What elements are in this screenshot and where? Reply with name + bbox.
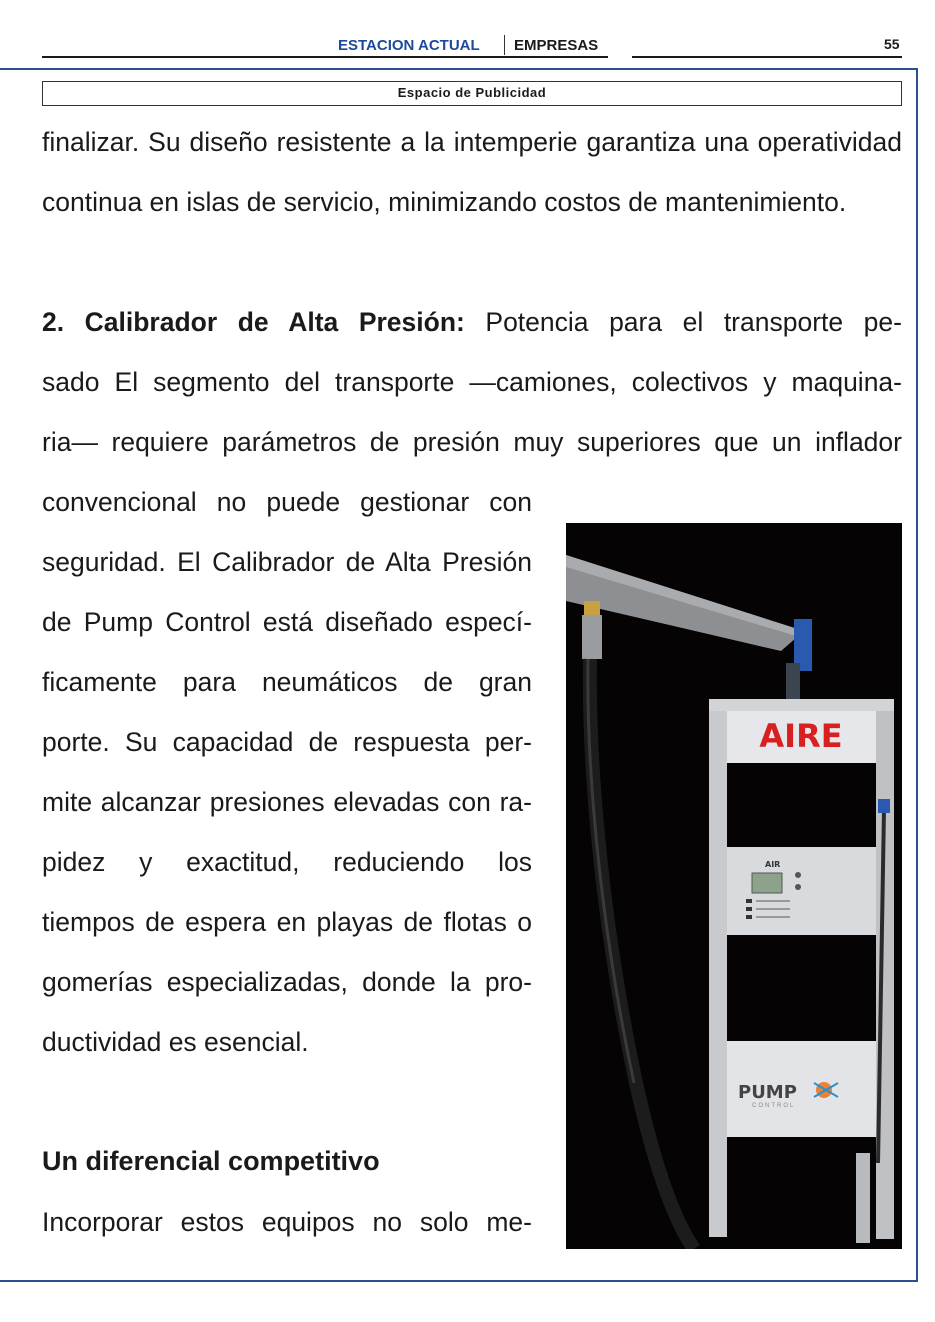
col-line-7: pidez y exactitud, reduciendo los [42,847,532,877]
header-section-title: ESTACION ACTUAL [338,37,480,54]
closing-line: Incorporar estos equipos no solo me- [42,1207,532,1237]
panel-knob-2 [795,884,801,890]
ad-space-label: Espacio de Publicidad [42,81,902,106]
col-line-10: ductividad es esencial. [42,1027,309,1057]
section2-line-1-text: Potencia para el transporte pe- [464,307,902,337]
hose-fitting-top [584,601,600,615]
header-divider [504,35,505,55]
col-line-2: seguridad. El Calibrador de Alta Presión [42,547,532,577]
air-hose [590,659,694,1249]
header-rule-right [632,56,902,58]
intro-line-1: finalizar. Su diseño resistente a la intemperie garantiza una operatividad [42,127,902,157]
section2-line-3: ria— requiere parámetros de presión muy superiores que un inflador [42,427,902,457]
section2-title: 2. Calibrador de Alta Presión: [42,307,465,337]
col-line-6: mite alcanzar presiones elevadas con ra- [42,787,532,817]
aire-sign-text: AIRE [759,717,843,755]
control-panel [727,847,876,935]
frame-right-rule [916,68,918,1282]
header-rule-left [42,56,608,58]
frame-bottom-rule [0,1280,918,1282]
tower-top-bar [709,699,894,711]
brand-logo-icon [816,1082,832,1098]
intro-line-2: continua en islas de servicio, minimizando costos de mantenimiento. [42,187,847,217]
frame-top-rule [0,68,918,70]
tower-left-post [709,699,727,1209]
section2-line-2: sado El segmento del transporte —camiones, colectivos y maquina- [42,367,902,397]
header-category: EMPRESAS [514,37,599,54]
col-line-8: tiempos de espera en playas de flotas o [42,907,532,937]
col-line-3: de Pump Control está diseñado especí- [42,607,532,637]
page-number: 55 [884,36,900,52]
col-line-9: gomerías especializadas, donde la pro- [42,967,532,997]
product-photo [566,523,902,1249]
panel-display [752,873,782,893]
panel-knob-1 [795,872,801,878]
brand-text: PUMP [738,1082,797,1103]
panel-brand: AIR [765,860,781,869]
hose-fitting [582,615,602,659]
col-line-1: convencional no puede gestionar con [42,487,532,517]
section2-line-1 [42,292,902,352]
col-line-4: ficamente para neumáticos de gran [42,667,532,697]
air-tower-illustration [566,523,902,1249]
col-line-5: porte. Su capacidad de respuesta per- [42,727,532,757]
brand-subtext: CONTROL [752,1103,796,1109]
subheading: Un diferencial competitivo [42,1146,380,1176]
